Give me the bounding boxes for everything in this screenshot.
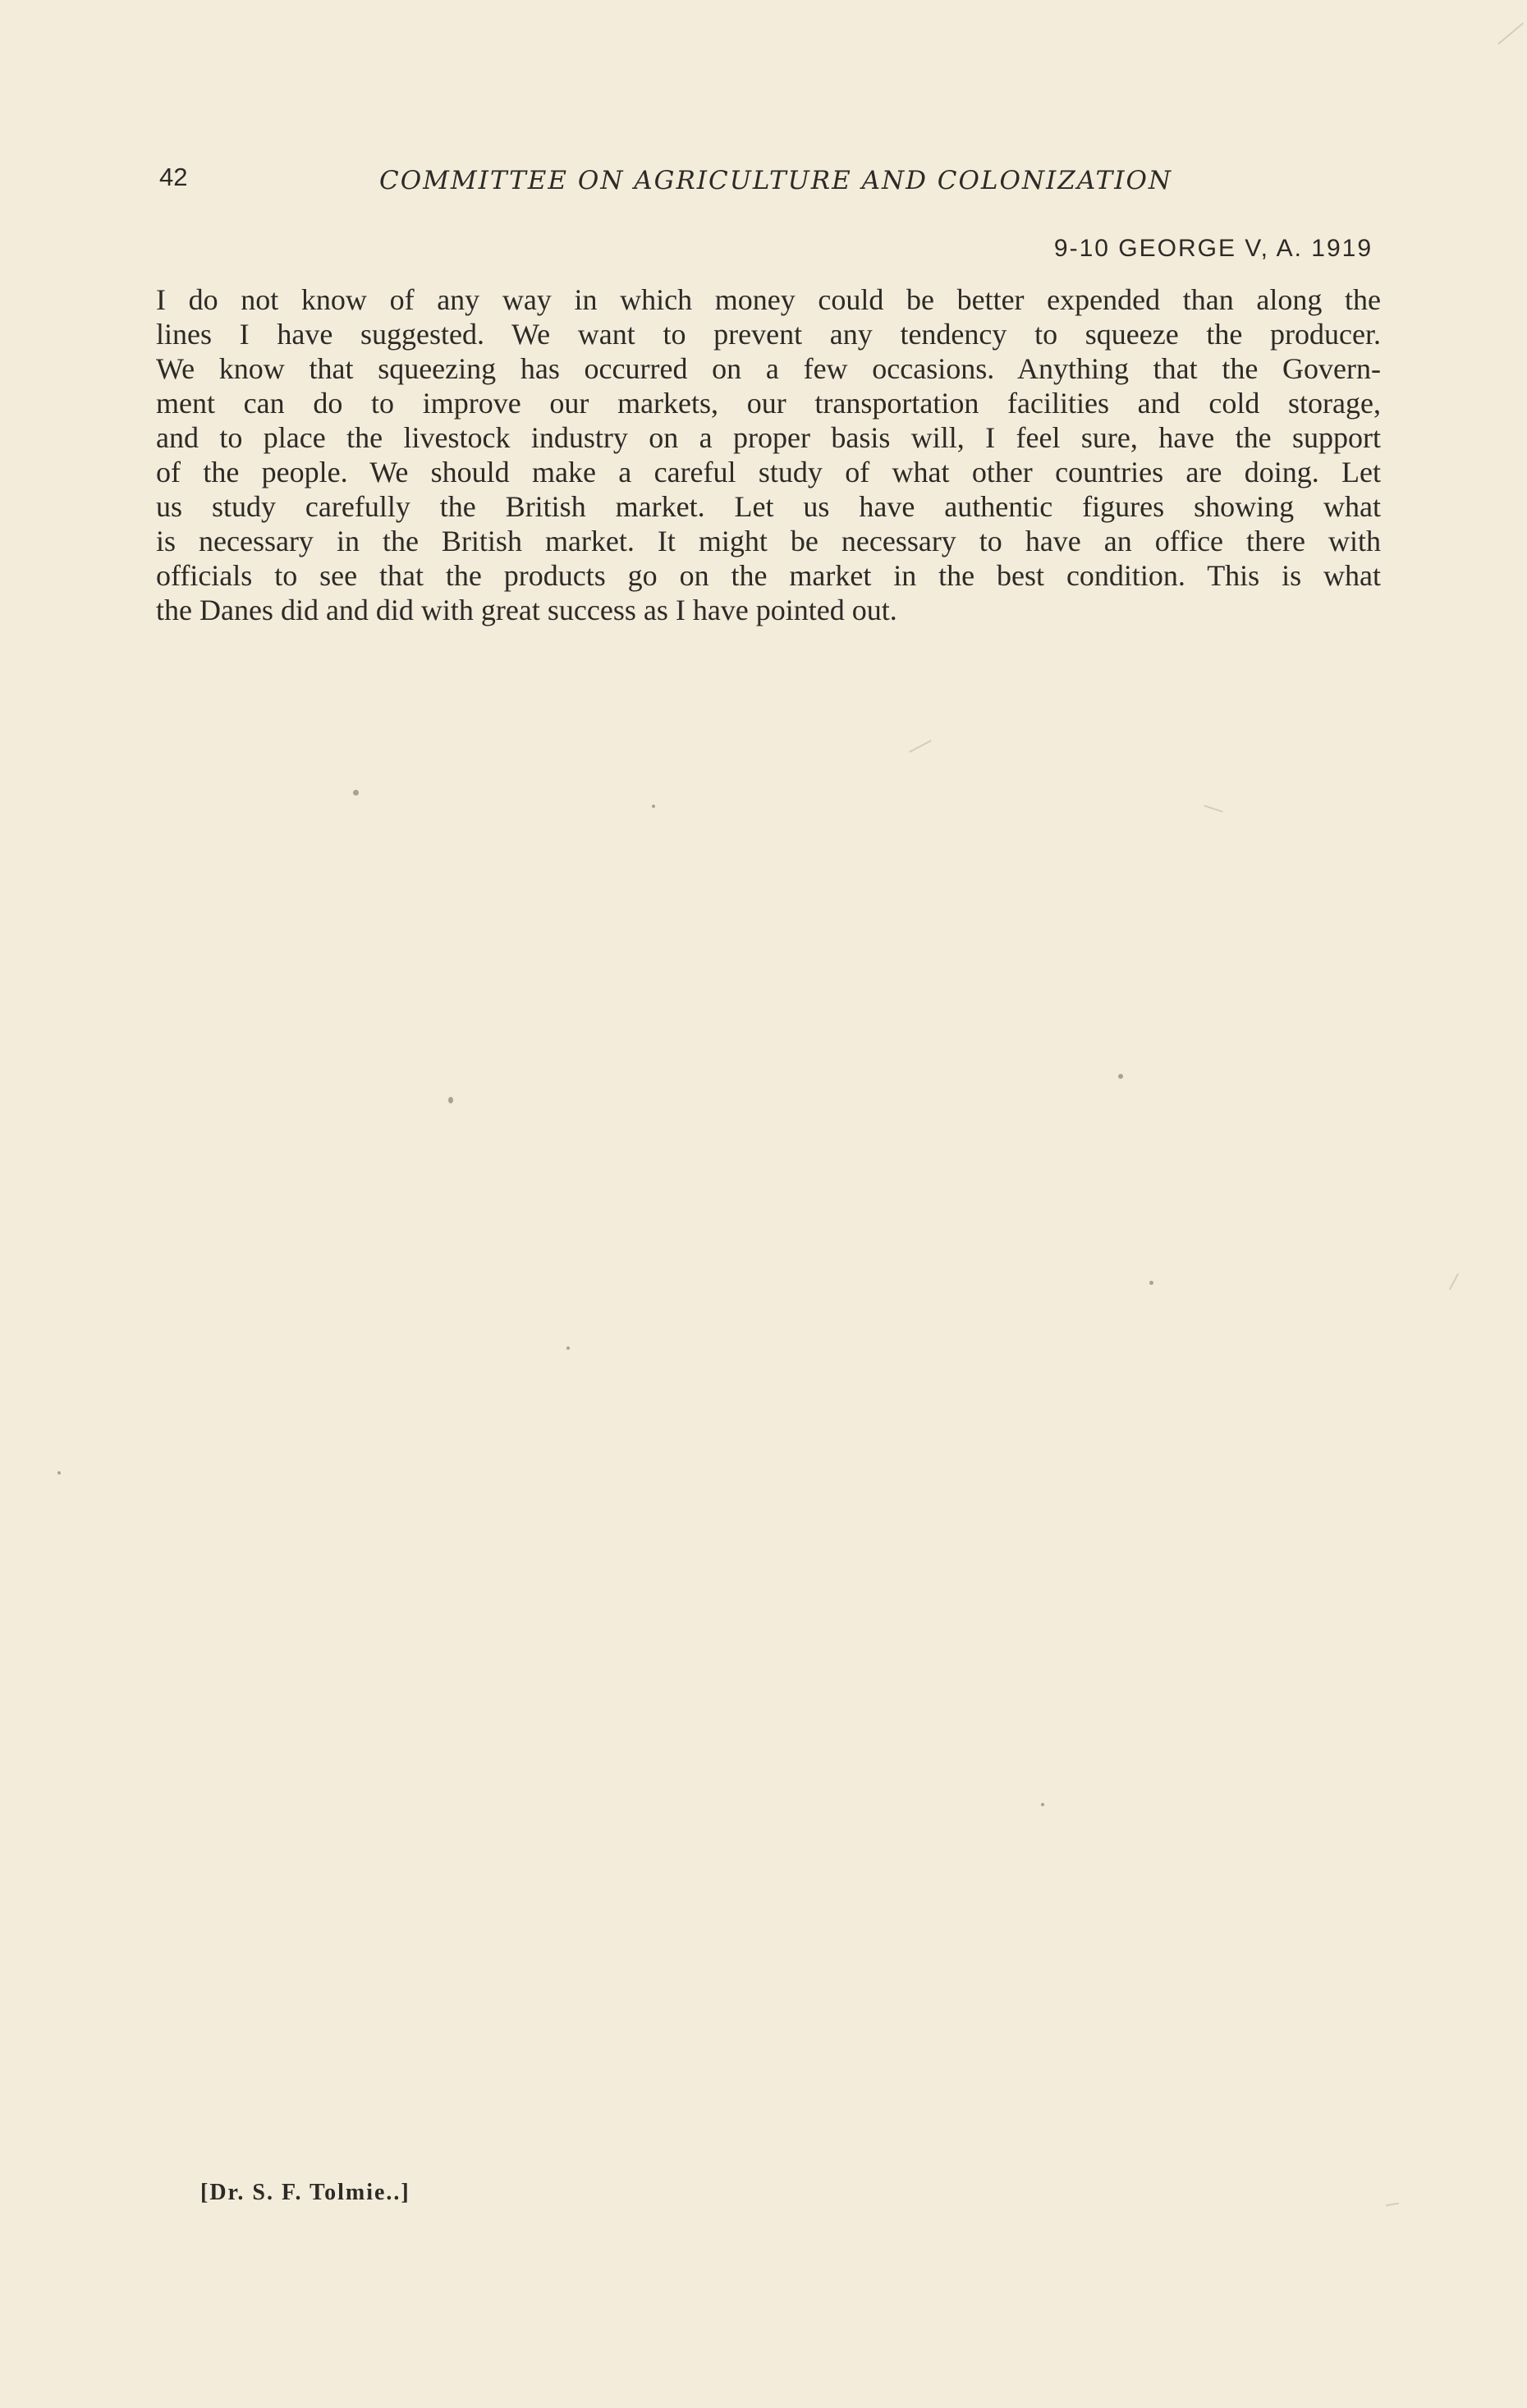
paper-speck [1118,1074,1123,1079]
paper-fiber [1204,805,1222,812]
text-line: us study carefully the British market. Let us have authentic figures showing what [156,490,1381,523]
session-citation: 9-10 GEORGE V, A. 1919 [1053,235,1373,262]
text-line: We know that squeezing has occurred on a few occasions. Anything that the Govern- [156,352,1381,385]
paper-speck [353,790,359,796]
paper-fiber [909,740,931,753]
paper-fiber [1386,2203,1399,2207]
page-number: 42 [159,163,188,191]
paper-speck [448,1097,453,1103]
text-line: ment can do to improve our markets, our transportation facilities and cold storage, [156,387,1381,420]
speaker-attribution: [Dr. S. F. Tolmie..] [200,2180,410,2205]
text-line: the Danes did and did with great success as I have pointed out. [156,594,897,626]
paper-speck [566,1346,570,1350]
running-title: COMMITTEE ON AGRICULTURE AND COLONIZATION [379,166,1172,195]
text-line: is necessary in the British market. It might be necessary to have an office there with [156,525,1381,557]
text-line: lines I have suggested. We want to prevent any tendency to squeeze the producer. [156,318,1381,351]
paper-speck [1149,1281,1153,1285]
text-line: officials to see that the products go on the market in the best condition. This is what [156,559,1381,592]
text-line: of the people. We should make a careful study of what other countries are doing. Let [156,456,1381,488]
paper-fiber [1497,22,1524,44]
body-paragraph [156,282,1381,627]
text-line: and to place the livestock industry on a proper basis will, I feel sure, have the support [156,421,1381,454]
paper-speck [1041,1803,1044,1806]
text-line: I do not know of any way in which money could be better expended than along the [156,283,1381,316]
paper-speck [652,805,655,808]
paper-speck [57,1471,61,1475]
paper-fiber [1449,1273,1459,1290]
